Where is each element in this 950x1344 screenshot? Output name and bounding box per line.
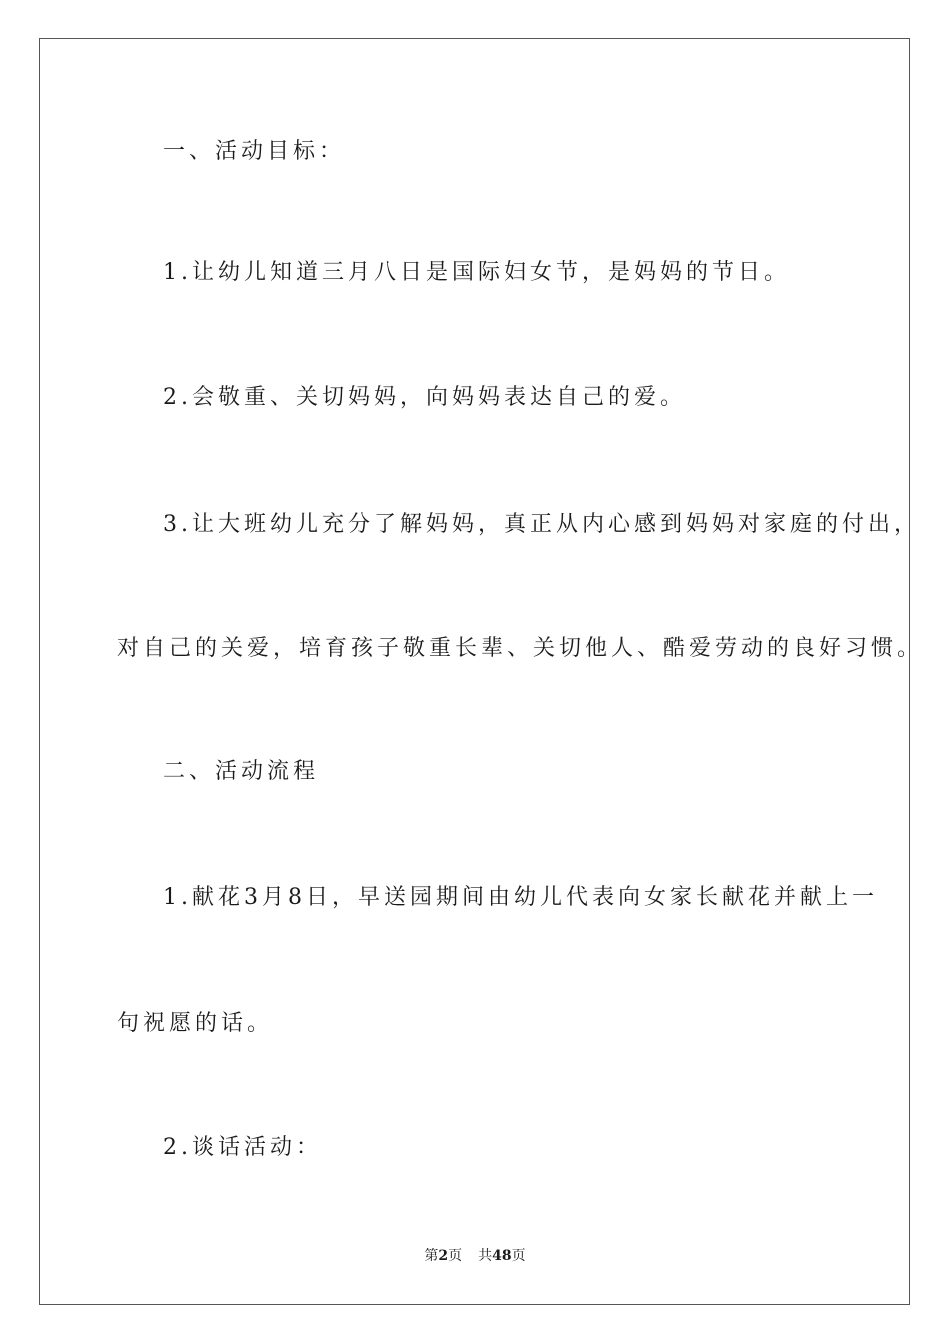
section-heading-process: 二、活动流程 [163,759,320,784]
footer-total-prefix: 共 [478,1248,493,1264]
footer-total-pages: 48 [492,1248,512,1264]
paragraph-process-2: 2.谈话活动： [163,1135,322,1160]
paragraph-goal-3-continued: 对自己的关爱，培育孩子敬重长辈、关切他人、酷爱劳动的良好习惯。 [117,636,924,661]
footer-page-prefix: 第 [424,1248,439,1264]
paragraph-goal-2: 2.会敬重、关切妈妈，向妈妈表达自己的爱。 [163,385,686,410]
section-heading-goals: 一、活动目标： [163,139,346,164]
footer-page-number: 2 [438,1248,449,1264]
footer-total-suffix: 页 [511,1248,526,1264]
footer-page-suffix: 页 [448,1248,463,1264]
page-border [39,38,910,1305]
paragraph-process-1-continued: 句祝愿的话。 [117,1011,274,1036]
paragraph-goal-1: 1.让幼儿知道三月八日是国际妇女节，是妈妈的节日。 [163,260,790,285]
paragraph-process-1: 1.献花3月8日，早送园期间由幼儿代表向女家长献花并献上一 [163,885,878,910]
page-footer [0,1246,950,1266]
paragraph-goal-3: 3.让大班幼儿充分了解妈妈，真正从内心感到妈妈对家庭的付出， [163,512,920,537]
